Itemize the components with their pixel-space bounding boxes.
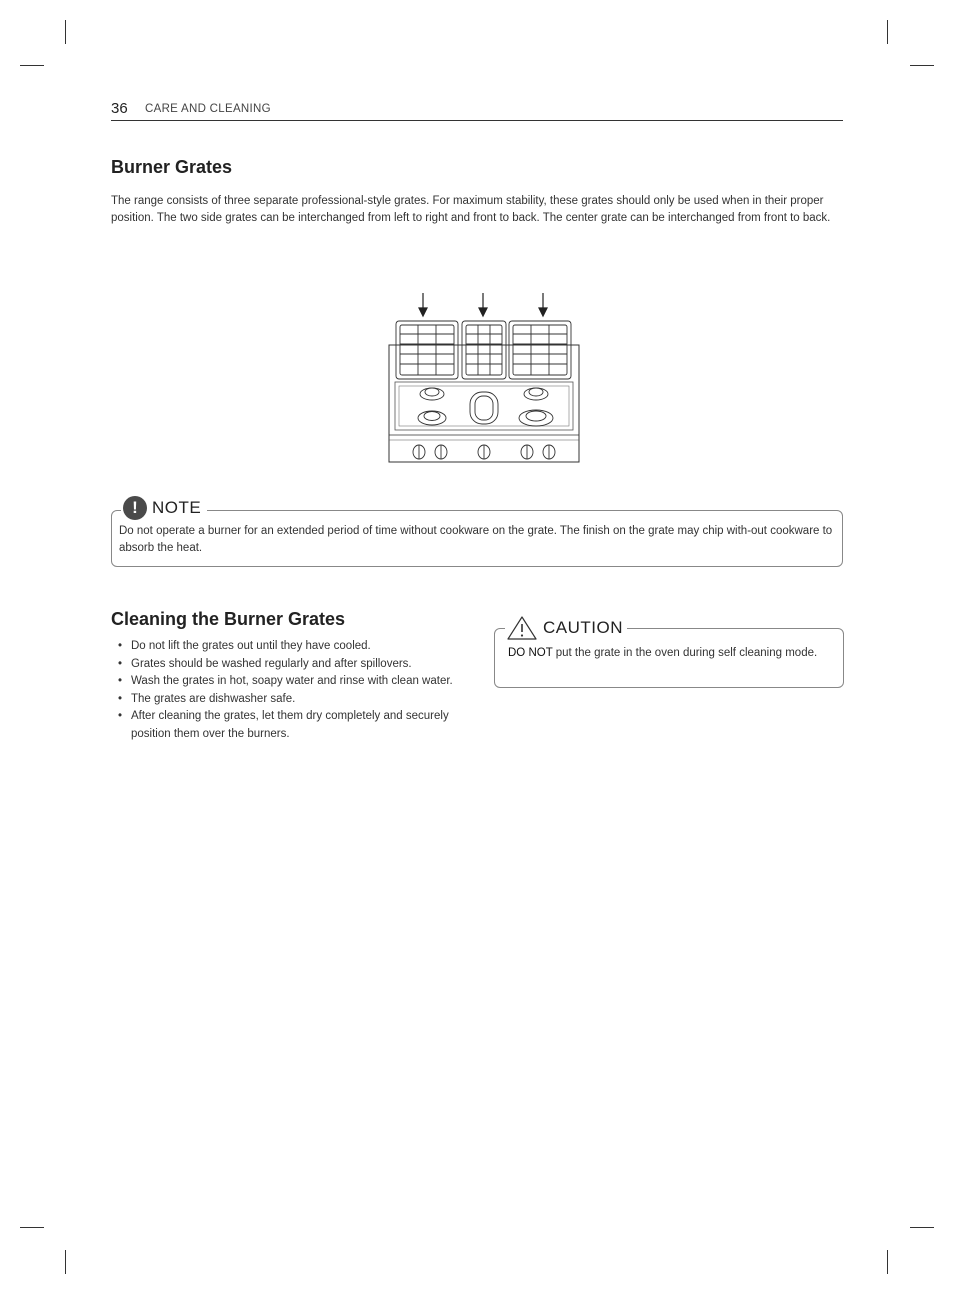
warning-triangle-icon: [507, 616, 537, 640]
section-label: CARE AND CLEANING: [145, 103, 271, 115]
burner-grates-body: The range consists of three separate professional-style grates. For maximum stability, these grates should only be used when in their proper position. The two side grates can be interchanged from left to right and front to back. The center grate can be interchanged from front to back.: [111, 195, 831, 224]
page-header: [111, 100, 843, 121]
list-item: • The grates are dishwasher safe.: [117, 691, 457, 708]
crop-mark: [65, 20, 66, 44]
caution-strong-text: DO NOT: [508, 647, 553, 659]
page-number: 36: [111, 100, 128, 117]
arrow-right-icon: [539, 293, 547, 316]
exclamation-icon: !: [123, 496, 147, 520]
list-item: • Wash the grates in hot, soapy water and rinse with clean water.: [117, 673, 457, 690]
caution-header: [505, 614, 627, 642]
caution-body-text: put the grate in the oven during self cleaning mode.: [552, 647, 818, 659]
crop-mark: [20, 1227, 44, 1228]
cooktop-grates-diagram: [380, 290, 590, 470]
cleaning-title: Cleaning the Burner Grates: [111, 609, 346, 629]
crop-mark: [65, 1250, 66, 1274]
list-item: • Do not lift the grates out until they have cooled.: [117, 638, 457, 655]
caution-title: CAUTION: [543, 618, 623, 637]
list-item: • Grates should be washed regularly and after spillovers.: [117, 656, 457, 673]
note-header: [121, 494, 207, 522]
cleaning-bullet-list: [117, 638, 457, 743]
arrow-left-icon: [419, 293, 427, 316]
note-title: NOTE: [152, 498, 202, 517]
crop-mark: [887, 1250, 888, 1274]
crop-mark: [910, 1227, 934, 1228]
note-text: Do not operate a burner for an extended period of time without cookware on the grate. The finish on the grate may chip with-out cookware to absorb the heat.: [119, 525, 833, 554]
crop-mark: [910, 65, 934, 66]
crop-mark: [887, 20, 888, 44]
burner-grates-title: Burner Grates: [111, 157, 233, 177]
arrow-center-icon: [479, 293, 487, 316]
list-item: • After cleaning the grates, let them dry completely and securely position them over the burners.: [117, 708, 457, 743]
caution-text: [508, 645, 833, 662]
crop-mark: [20, 65, 44, 66]
